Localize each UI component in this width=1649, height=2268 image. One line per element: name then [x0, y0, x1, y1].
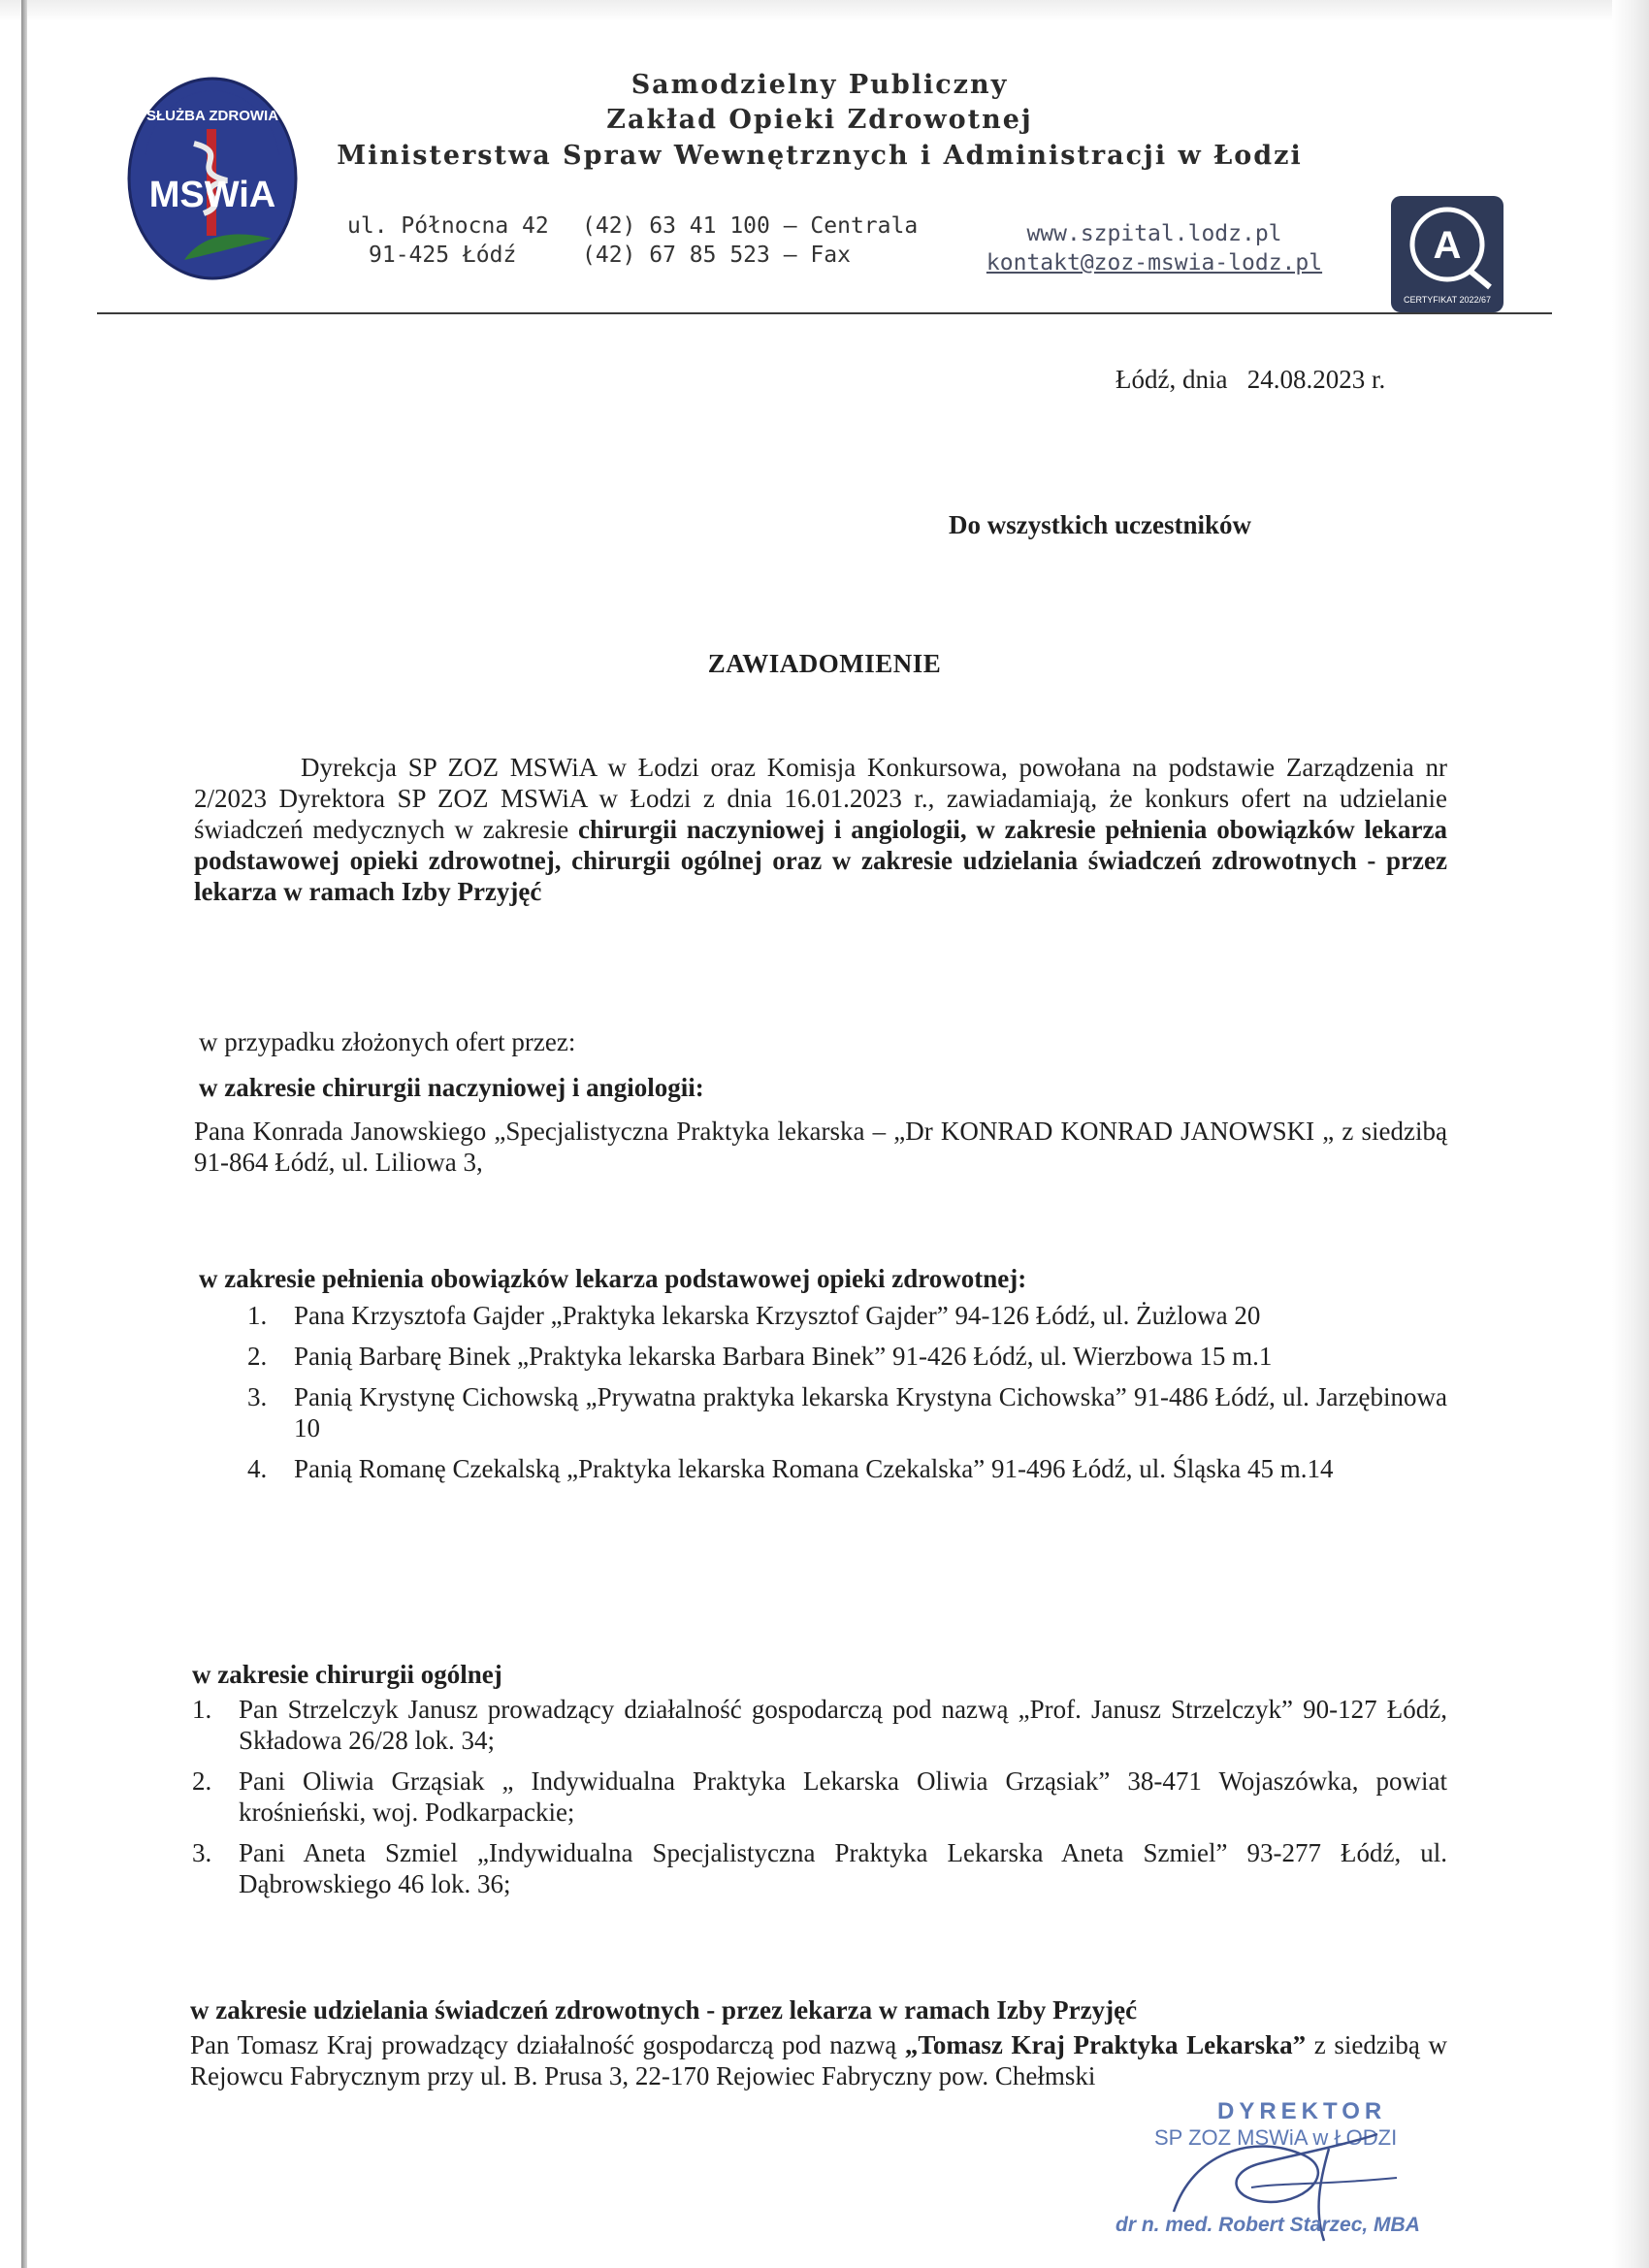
website-link[interactable]: www.szpital.lodz.pl	[1026, 221, 1282, 246]
letter-title: ZAWIADOMIENIE	[707, 649, 942, 678]
institution-line-2: Zakład Opieki Zdrowotnej	[606, 105, 1033, 135]
paragraph-plain: Dyrekcja SP ZOZ MSWiA w Łodzi oraz Komisja Konkursowa, powołana na podstawie Zarządzenia nr 2/2023 Dyrektora SP ZOZ MSWiA w Łodzi z dnia 16.01.2023 r., zawiadamiają, że konkurs ofert na udzielanie świadczeń medycznych w zakresie	[194, 753, 1447, 844]
section-heading-vascular: w zakresie chirurgii naczyniowej i angiologii:	[199, 1073, 704, 1102]
list-item-number: 4.	[247, 1454, 268, 1483]
certificate-label: CERTYFIKAT 2022/67	[1403, 295, 1492, 305]
list-item-text: Panią Barbarę Binek „Praktyka lekarska Barbara Binek” 91-426 Łódź, ul. Wierzbowa 15 m.1	[294, 1342, 1273, 1371]
stamp-organization: SP ZOZ MSWiA w ŁODZI	[1154, 2125, 1398, 2150]
list-item	[247, 1341, 1447, 1372]
primary-care-list	[247, 1300, 1447, 1494]
section-heading-general-surgery: w zakresie chirurgii ogólnej	[192, 1660, 502, 1689]
address-street: ul. Północna 42	[347, 213, 549, 239]
letter-recipient: Do wszystkich uczestników	[949, 510, 1252, 539]
institution-name	[335, 68, 1305, 175]
section-heading-primary-care: w zakresie pełnienia obowiązków lekarza podstawowej opieki zdrowotnej:	[199, 1264, 1027, 1293]
logo-top-text: SŁUŻBA ZDROWIA	[146, 108, 279, 124]
offers-intro: w przypadku złożonych ofert przez:	[199, 1027, 576, 1056]
scan-edge-left	[21, 0, 27, 2268]
list-item-text: Pana Krzysztofa Gajder „Praktyka lekarska Krzysztof Gajder” 94-126 Łódź, ul. Żużlowa 20	[294, 1301, 1261, 1330]
letter-date: Łódź, dnia 24.08.2023 r.	[1116, 365, 1386, 394]
institution-phones	[582, 211, 918, 270]
list-item-text: Pani Aneta Szmiel „Indywidualna Specjalistyczna Praktyka Lekarska Aneta Szmiel” 93-277 Łódź, ul. Dąbrowskiego 46 lok. 36;	[239, 1838, 1447, 1898]
section-text-admission	[190, 2029, 1447, 2091]
list-item-number: 3.	[192, 1838, 212, 1867]
admission-text-2: z siedzibą w Rejowcu Fabrycznym przy ul. B. Prusa 3, 22-170 Rejowiec Fabryczny pow. Chełmski	[190, 2030, 1447, 2090]
section-text-vascular: Pana Konrada Janowskiego „Specjalistyczna Praktyka lekarska – „Dr KONRAD KONRAD JANOWSKI „ z siedzibą 91-864 Łódź, ul. Liliowa 3,	[194, 1117, 1447, 1177]
list-item-text: Pani Oliwia Grząsiak „ Indywidualna Praktyka Lekarska Oliwia Grząsiak” 38-471 Wojaszówka, powiat krośnieński, woj. Podkarpackie;	[239, 1766, 1447, 1827]
scan-edge-top	[0, 0, 1649, 21]
phone-fax: (42) 67 85 523 – Fax	[582, 243, 851, 268]
paragraph-bold: chirurgii naczyniowej i angiologii, w zakresie pełnienia obowiązków lekarza podstawowej opieki zdrowotnej, chirurgii ogólnej oraz w zakresie udzielania świadczeń zdrowotnych - przez lekarza w ramach Izby Przyjęć	[194, 815, 1447, 906]
scan-edge-right	[1612, 0, 1649, 2268]
stamp-signatory-name: dr n. med. Robert Starzec, MBA	[1116, 2214, 1420, 2236]
list-item-number: 1.	[247, 1301, 268, 1330]
institution-web	[970, 219, 1339, 277]
stamp-title: DYREKTOR	[1217, 2098, 1387, 2124]
list-item	[192, 1694, 1447, 1756]
list-item-number: 1.	[192, 1695, 212, 1724]
list-item-number: 2.	[192, 1766, 212, 1796]
list-item	[247, 1453, 1447, 1484]
institution-line-1: Samodzielny Publiczny	[630, 70, 1009, 100]
list-item-text: Pan Strzelczyk Janusz prowadzący działalność gospodarczą pod nazwą „Prof. Janusz Strzelczyk” 90-127 Łódź, Składowa 26/28 lok. 34;	[239, 1695, 1447, 1755]
list-item-number: 3.	[247, 1382, 268, 1411]
list-item	[247, 1381, 1447, 1443]
svg-text:A: A	[1433, 224, 1462, 267]
admission-text-1: Pan Tomasz Kraj prowadzący działalność gospodarczą pod nazwą	[190, 2030, 905, 2059]
list-item	[247, 1300, 1447, 1331]
email-link[interactable]: kontakt@zoz-mswia-lodz.pl	[986, 250, 1323, 275]
list-item-number: 2.	[247, 1342, 268, 1371]
admission-text-bold: „Tomasz Kraj Praktyka Lekarska”	[904, 2030, 1307, 2059]
list-item-text: Panią Krystynę Cichowską „Prywatna praktyka lekarska Krystyna Cichowska” 91-486 Łódź, ul. Jarzębinowa 10	[294, 1382, 1447, 1442]
section-heading-admission: w zakresie udzielania świadczeń zdrowotnych - przez lekarza w ramach Izby Przyjęć	[190, 1995, 1138, 2025]
list-item	[192, 1837, 1447, 1899]
letter-main-paragraph	[194, 752, 1447, 907]
header-divider	[97, 312, 1552, 314]
general-surgery-list	[192, 1694, 1447, 1909]
list-item	[192, 1766, 1447, 1828]
quality-certificate-badge	[1389, 194, 1505, 314]
mswia-logo	[126, 76, 299, 281]
logo-main-text: MSWiA	[148, 175, 276, 215]
institution-line-3: Ministerstwa Spraw Wewnętrznych i Administracji w Łodzi	[337, 141, 1303, 171]
address-city: 91-425 Łódź	[369, 243, 517, 268]
phone-central: (42) 63 41 100 – Centrala	[582, 213, 919, 239]
institution-address	[347, 211, 549, 270]
list-item-text: Panią Romanę Czekalską „Praktyka lekarska Romana Czekalska” 91-496 Łódź, ul. Śląska 45 m.14	[294, 1454, 1334, 1483]
